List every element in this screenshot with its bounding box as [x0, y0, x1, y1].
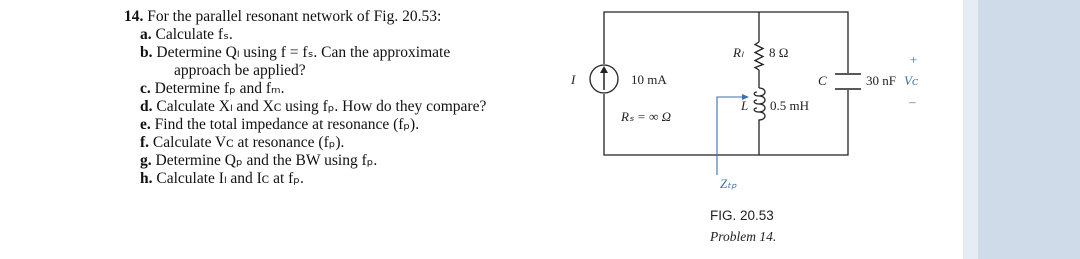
vc-plus: + — [910, 52, 918, 67]
c-value: 30 nF — [866, 73, 896, 88]
item-text: Determine fₚ and fₘ. — [154, 80, 285, 97]
current-source — [590, 65, 618, 93]
source-label: I — [571, 72, 576, 87]
item-text: Calculate Iₗ and Iᴄ at fₚ. — [156, 170, 304, 187]
top-wire — [604, 12, 848, 73]
problem-intro: For the parallel resonant network of Fig. 20.53: — [147, 8, 442, 25]
l-value: 0.5 mH — [770, 98, 809, 113]
item-text: Determine Qₚ and the BW using fₚ. — [155, 152, 378, 169]
item-text: Calculate fₛ. — [155, 26, 233, 43]
figure-caption: FIG. 20.53 — [710, 208, 774, 223]
zt-label: Zₜₚ — [720, 176, 737, 191]
item-text: Determine Qₗ using f = fₛ. Can the approximate — [156, 44, 451, 61]
item-label: e. — [140, 116, 151, 133]
item-label: b. — [140, 44, 153, 61]
l-label: L — [741, 98, 749, 113]
figure-subcaption: Problem 14. — [710, 229, 777, 244]
item-text: Calculate Vᴄ at resonance (fₚ). — [152, 134, 345, 151]
rl-value: 8 Ω — [769, 45, 789, 60]
item-label: a. — [140, 26, 152, 43]
item-label: c. — [140, 80, 151, 97]
problem-number: 14. — [124, 8, 144, 25]
item-text: Find the total impedance at resonance (fₚ). — [154, 116, 420, 133]
vc-minus: – — [909, 94, 916, 109]
item-label: g. — [140, 152, 152, 169]
c-label: C — [818, 73, 827, 88]
item-label: h. — [140, 170, 153, 187]
item-text: Calculate Xₗ and Xᴄ using fₚ. How do they compare? — [156, 98, 487, 115]
vc-label: Vᴄ — [904, 73, 918, 88]
item-continuation: approach be applied? — [174, 62, 306, 79]
inductor-l — [754, 88, 765, 122]
rl-label: Rₗ — [733, 45, 744, 60]
item-label: f. — [140, 134, 150, 151]
item-label: d. — [140, 98, 153, 115]
source-value: 10 mA — [631, 72, 667, 87]
capacitor-c — [835, 74, 861, 89]
rs-label: Rₛ = ∞ Ω — [621, 109, 671, 124]
resistor-rl — [755, 42, 763, 70]
